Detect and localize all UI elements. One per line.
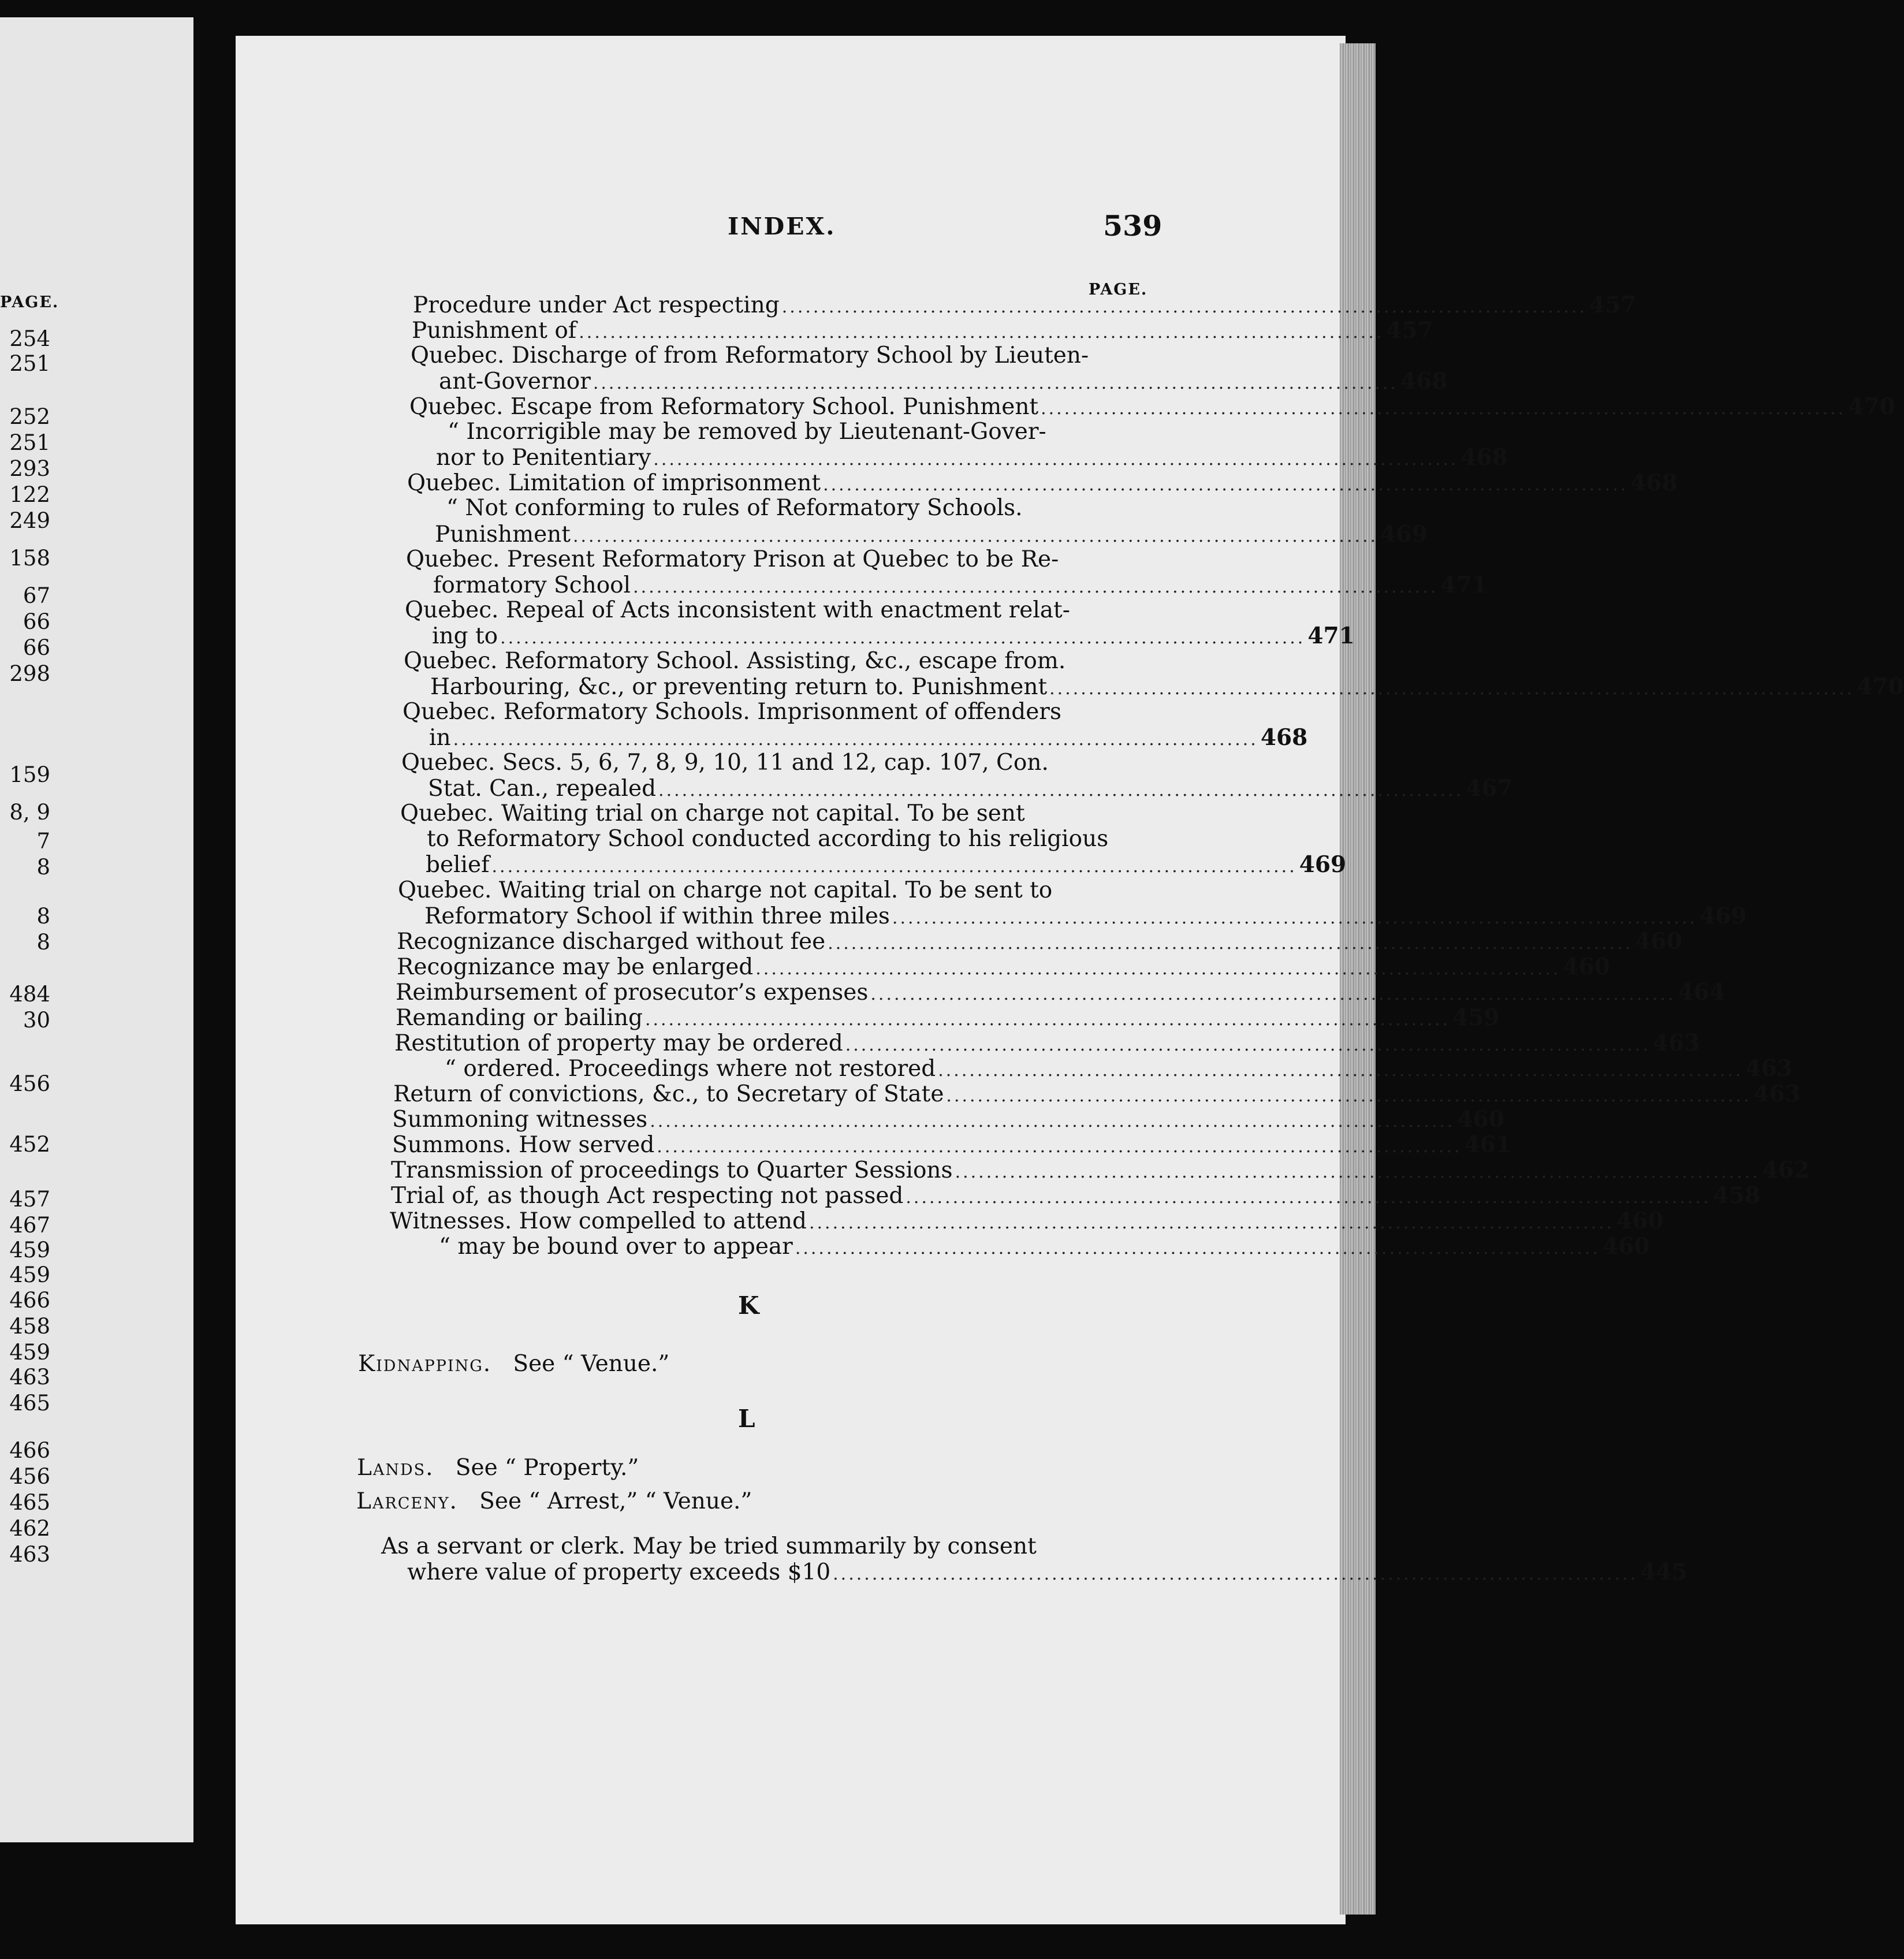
page-number: 539: [1103, 209, 1162, 243]
index-entry: [396, 1004, 1500, 1033]
left-page-number: 7: [36, 829, 50, 854]
entry-text: Punishment: [435, 522, 571, 548]
index-entry: [435, 521, 1428, 549]
entry-line: “ Incorrigible may be removed by Lieutenant-Gover-: [448, 419, 1046, 445]
entry-text: Punishment of: [412, 318, 577, 344]
dot-leader: .......................................................................................................: [644, 1010, 1451, 1030]
dot-leader: .......................................................................................................: [572, 526, 1378, 546]
index-entry: [428, 775, 1513, 803]
left-page-number: 467: [9, 1213, 50, 1238]
see-reference: See “ Property.”: [455, 1455, 639, 1481]
left-page-number: 8, 9: [9, 800, 50, 825]
dot-leader: .......................................................................................................: [906, 1187, 1711, 1208]
dot-leader: .......................................................................................................: [657, 1137, 1462, 1157]
entry-page: 461: [1464, 1131, 1511, 1158]
left-page-number: 456: [9, 1464, 50, 1489]
entry-line: Quebec. Waiting trial on charge not capital. To be sent to: [398, 877, 1053, 903]
entry-line: As a servant or clerk. May be tried summarily by consent: [381, 1533, 1037, 1559]
index-entry: [393, 1081, 1801, 1109]
entry-page: 462: [1762, 1157, 1810, 1183]
entry-text: Recognizance may be enlarged: [397, 954, 754, 980]
entry-page: 468: [1630, 470, 1678, 496]
entry-text: Harbouring, &c., or preventing return to. Punishment: [430, 674, 1048, 700]
section-letter-k: K: [738, 1291, 759, 1320]
dot-leader: .......................................................................................................: [593, 373, 1399, 393]
entry-text: Remanding or bailing: [396, 1005, 643, 1031]
entry-text: Restitution of property may be ordered: [394, 1030, 843, 1056]
entry-text: Trial of, as though Act respecting not passed: [391, 1183, 904, 1209]
entry-line: Quebec. Secs. 5, 6, 7, 8, 9, 10, 11 and 12, cap. 107, Con.: [401, 750, 1049, 776]
dot-leader: .......................................................................................................: [795, 1238, 1601, 1258]
entry-text: Summons. How served: [392, 1132, 655, 1158]
index-entry: [392, 1106, 1504, 1134]
index-entry: [392, 1131, 1511, 1160]
entry-text: “ ordered. Proceedings where not restored: [445, 1056, 936, 1082]
left-page-number: 30: [23, 1008, 50, 1033]
entry-page: 459: [1452, 1004, 1500, 1031]
entry-page: 469: [1380, 521, 1428, 548]
section-letter-l: L: [738, 1405, 755, 1433]
left-page-number: 254: [9, 326, 50, 351]
dot-leader: .......................................................................................................: [892, 908, 1698, 928]
entry-text: belief: [426, 852, 490, 878]
index-entry: [396, 979, 1726, 1007]
entry-page: 468: [1400, 368, 1448, 394]
left-page-number: 298: [9, 661, 50, 686]
index-entry: [426, 851, 1347, 880]
dot-leader: .......................................................................................................: [1041, 398, 1846, 419]
entry-text: Procedure under Act respecting: [413, 292, 780, 318]
entry-text: nor to Penitentiary: [436, 445, 651, 471]
left-page-number: 122: [9, 482, 50, 507]
entry-heading: Lands.: [357, 1455, 434, 1481]
entry-text: Recognizance discharged without fee: [397, 929, 826, 955]
see-reference: See “ Arrest,” “ Venue.”: [479, 1488, 752, 1514]
left-page-number: 458: [9, 1314, 50, 1339]
index-entry: [445, 1055, 1793, 1083]
dot-leader: .......................................................................................................: [823, 475, 1629, 495]
index-entry-kidnapping: [358, 1351, 669, 1377]
left-page-number: 484: [9, 982, 50, 1007]
left-page-number: 251: [9, 430, 50, 455]
index-entry: [394, 1030, 1700, 1058]
entry-text: Summoning witnesses: [392, 1107, 648, 1133]
entry-line: Quebec. Repeal of Acts inconsistent with enactment relat-: [405, 597, 1070, 623]
left-page-number: 459: [9, 1238, 50, 1262]
entry-page: 469: [1299, 851, 1347, 878]
entry-text: Stat. Can., repealed: [428, 776, 657, 802]
entry-page: 457: [1386, 317, 1433, 344]
entry-line: Quebec. Discharge of from Reformatory School by Lieuten-: [411, 342, 1089, 368]
entry-page: 470: [1857, 673, 1904, 700]
index-entry: [397, 928, 1682, 956]
dot-leader: .......................................................................................................: [1049, 679, 1855, 699]
index-entry: [407, 470, 1678, 498]
dot-leader: .......................................................................................................: [955, 1162, 1760, 1182]
dot-leader: .......................................................................................................: [828, 933, 1633, 954]
entry-page: 470: [1848, 393, 1895, 420]
entry-text: Reimbursement of prosecutor’s expenses: [396, 980, 869, 1005]
index-entry: [390, 1208, 1664, 1236]
left-page-number: 452: [9, 1132, 50, 1157]
left-page-number: 8: [36, 855, 50, 880]
index-entry: [409, 393, 1895, 422]
entry-text: “ may be bound over to appear: [439, 1234, 793, 1260]
left-page-number: 456: [9, 1071, 50, 1096]
entry-page: 457: [1589, 292, 1637, 318]
index-entry: [429, 724, 1308, 753]
dot-leader: .......................................................................................................: [946, 1086, 1752, 1106]
entry-page: 471: [1440, 572, 1488, 598]
left-page-number: 66: [23, 609, 50, 634]
index-entry: [407, 1559, 1687, 1587]
dot-leader: .......................................................................................................: [453, 729, 1258, 750]
dot-leader: .......................................................................................................: [500, 628, 1306, 648]
entry-page: 460: [1457, 1106, 1504, 1133]
left-page-number: 459: [9, 1262, 50, 1287]
entry-text: ing to: [432, 623, 498, 649]
left-page-number: 466: [9, 1438, 50, 1463]
entry-text: Witnesses. How compelled to attend: [390, 1208, 807, 1234]
index-entry: [436, 444, 1508, 472]
index-entry-larceny: [356, 1489, 752, 1514]
dot-leader: .......................................................................................................: [658, 780, 1464, 800]
index-entry: [430, 673, 1904, 702]
left-page-number: 67: [23, 583, 50, 608]
entry-line: Quebec. Waiting trial on charge not capital. To be sent: [400, 800, 1025, 826]
left-page-number: 8: [36, 930, 50, 955]
index-entry: [439, 368, 1448, 396]
entry-page: 460: [1616, 1208, 1664, 1234]
dot-leader: .......................................................................................................: [938, 1060, 1743, 1081]
entry-page: 468: [1460, 444, 1508, 471]
left-page-number: 466: [9, 1288, 50, 1313]
left-page-number: 251: [9, 351, 50, 376]
index-entry: [424, 903, 1747, 931]
column-head: PAGE.: [1089, 281, 1148, 299]
left-page-number: 462: [9, 1516, 50, 1541]
index-entry: [439, 1233, 1650, 1261]
entry-text: where value of property exceeds $10: [407, 1559, 831, 1585]
dot-leader: .......................................................................................................: [808, 1213, 1615, 1233]
left-page-number: 457: [9, 1187, 50, 1212]
dot-leader: .......................................................................................................: [491, 856, 1297, 877]
entry-page: 460: [1603, 1233, 1650, 1260]
entry-text: Transmission of proceedings to Quarter Sessions: [391, 1157, 953, 1183]
left-page-column-head: PAGE.: [0, 293, 59, 311]
entry-text: formatory School: [433, 572, 631, 598]
left-page-number: 158: [9, 546, 50, 571]
dot-leader: .......................................................................................................: [781, 297, 1587, 317]
index-entry: [397, 954, 1610, 982]
entry-page: 463: [1745, 1055, 1793, 1082]
see-reference: See “ Venue.”: [513, 1351, 670, 1377]
entry-page: 460: [1635, 928, 1682, 955]
entry-line: Quebec. Reformatory School. Assisting, &c., escape from.: [404, 648, 1066, 674]
left-page-number: 465: [9, 1391, 50, 1416]
left-page-number: 252: [9, 404, 50, 429]
entry-text: ant-Governor: [439, 368, 591, 394]
entry-page: 460: [1563, 954, 1610, 980]
dot-leader: .......................................................................................................: [633, 577, 1439, 597]
entry-text: Return of convictions, &c., to Secretary of State: [393, 1081, 944, 1107]
left-page-number: 463: [9, 1365, 50, 1390]
index-entry-lands: [357, 1455, 639, 1481]
entry-heading: Kidnapping.: [358, 1351, 492, 1377]
dot-leader: .......................................................................................................: [653, 449, 1459, 470]
dot-leader: .......................................................................................................: [755, 959, 1561, 979]
index-entry: [413, 292, 1637, 320]
entry-page: 445: [1640, 1559, 1687, 1585]
entry-text: in: [429, 725, 451, 751]
entry-text: Quebec. Limitation of imprisonment: [407, 470, 821, 496]
dot-leader: .......................................................................................................: [579, 322, 1384, 342]
index-entry: [391, 1182, 1761, 1211]
entry-page: 469: [1700, 903, 1747, 929]
entry-page: 471: [1307, 623, 1355, 649]
entry-text: Reformatory School if within three miles: [424, 903, 890, 929]
running-head: INDEX.: [728, 213, 836, 240]
index-entry: [412, 317, 1433, 345]
left-page-number: 459: [9, 1340, 50, 1365]
entry-page: 468: [1260, 724, 1308, 751]
index-entry: [433, 572, 1488, 600]
dot-leader: .......................................................................................................: [870, 984, 1676, 1004]
entry-page: 463: [1753, 1081, 1801, 1107]
entry-heading: Larceny.: [356, 1488, 458, 1514]
entry-page: 463: [1652, 1030, 1700, 1056]
entry-page: 464: [1678, 979, 1726, 1005]
left-page-number: 66: [23, 635, 50, 660]
entry-line: Quebec. Present Reformatory Prison at Quebec to be Re-: [406, 546, 1059, 572]
dot-leader: .......................................................................................................: [650, 1111, 1455, 1131]
index-entry: [432, 623, 1355, 651]
entry-text: Quebec. Escape from Reformatory School. Punishment: [409, 394, 1039, 420]
left-page-number: 463: [9, 1542, 50, 1567]
left-page-number: 249: [9, 508, 50, 533]
left-page-number: 465: [9, 1490, 50, 1515]
entry-page: 467: [1466, 775, 1513, 802]
entry-line: Quebec. Reformatory Schools. Imprisonment of offenders: [403, 699, 1061, 725]
left-page-number: 293: [9, 456, 50, 481]
entry-line: to Reformatory School conducted according to his religious: [427, 826, 1109, 852]
left-page-number: 159: [9, 762, 50, 787]
entry-page: 458: [1713, 1182, 1761, 1209]
dot-leader: .......................................................................................................: [845, 1035, 1650, 1055]
index-entry: [391, 1157, 1810, 1185]
entry-line: “ Not conforming to rules of Reformatory Schools.: [446, 495, 1023, 521]
left-page-number: 8: [36, 904, 50, 929]
previous-page: [0, 17, 193, 1842]
dot-leader: .......................................................................................................: [833, 1564, 1638, 1584]
